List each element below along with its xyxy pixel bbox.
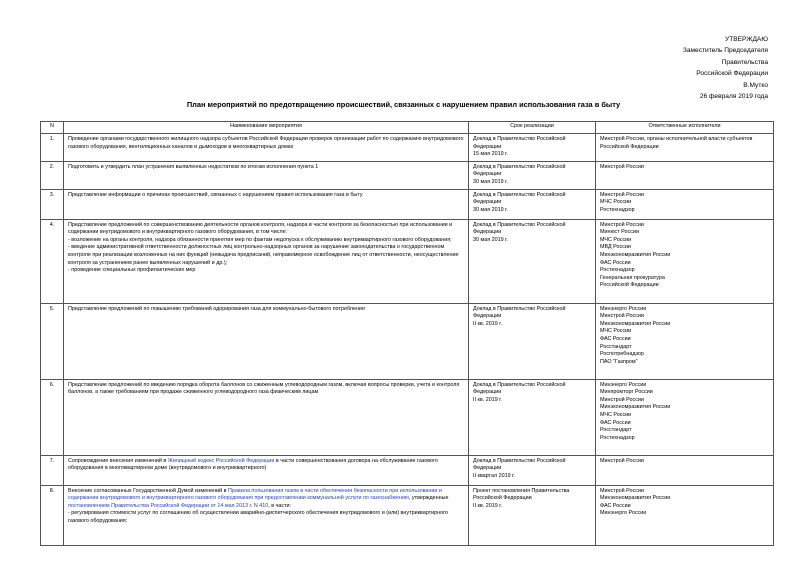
table-row — [41, 219, 774, 303]
row-name — [64, 485, 469, 545]
row-executors — [596, 161, 774, 189]
executor: МЧС России — [600, 236, 632, 243]
row-name-text: Проведение органами государственного жилищного надзора субъектов Российской Федерации проверок организации работ по содержанию внутридомового газового оборудования, вентиляционных каналов и дымоходов в многоквартирных домах — [68, 136, 464, 150]
row-name-text: , в части: — [268, 502, 292, 509]
row-term-text: Доклад в Правительство Российской Федерации — [473, 381, 566, 396]
row-executors — [596, 134, 774, 162]
executor: Минстрой России, органы исполнительной власти субъектов Российской Федерации — [600, 136, 753, 150]
row-term-text: Доклад в Правительство Российской Федерации — [473, 163, 566, 178]
executor: ФАС России — [600, 502, 631, 509]
table-row — [41, 485, 774, 545]
row-term-date: II кв. 2019 г. — [473, 396, 503, 403]
executor: Минэкономразвития России — [600, 495, 671, 502]
approval-signer: В.Мутко — [743, 81, 768, 89]
row-number: 1. — [41, 134, 64, 162]
row-executors — [596, 303, 774, 379]
executor: Минстрой России — [600, 396, 644, 403]
row-name — [64, 134, 469, 162]
row-name — [64, 189, 469, 219]
executor: Минстрой России — [600, 221, 644, 228]
row-term — [469, 189, 596, 219]
table-row — [41, 303, 774, 379]
executor: Ростехнадзор — [600, 434, 635, 441]
row-name-text: Представление предложений по повышению требований одорирования газа для коммунально-бытового потребления — [68, 305, 365, 312]
executor: ПАО "Газпром" — [600, 358, 638, 365]
row-name-text: - возложение на органы контроля, надзора обязанности принятия мер по фактам недопуска к обслуживанию внутриквартирного газового оборудования; — [68, 236, 452, 243]
executor: Минстрой России — [600, 163, 644, 170]
approval-position-cont: Правительства — [721, 58, 768, 66]
row-term — [469, 379, 596, 455]
executor: Минстрой России — [600, 487, 644, 494]
row-number: 7. — [41, 455, 64, 485]
executor: Минстрой России — [600, 313, 644, 320]
row-name-text: Сопровождение внесения изменений в — [68, 457, 168, 464]
executor: Минэкономразвития России — [600, 404, 671, 411]
executor: Минюст России — [600, 229, 639, 236]
row-term-date: II квартал 2019 г. — [473, 472, 515, 479]
row-number: 6. — [41, 379, 64, 455]
approval-org: Российской Федерации — [696, 70, 768, 78]
approval-stamp: УТВЕРЖДАЮ — [725, 36, 768, 43]
row-term-date: 15 мая 2019 г. — [473, 151, 508, 158]
executor: Минэнерго России — [600, 305, 647, 312]
executor: Росстандарт — [600, 343, 632, 350]
resolution-link[interactable]: постановлением Правительства Российской Федерации от 14 мая 2013 г. N 410 — [68, 502, 269, 509]
row-term-date: II кв. 2019 г. — [473, 320, 503, 327]
row-executors — [596, 455, 774, 485]
row-name — [64, 303, 469, 379]
row-name — [64, 219, 469, 303]
row-name — [64, 455, 469, 485]
approval-block — [683, 34, 768, 102]
row-term — [469, 485, 596, 545]
row-executors — [596, 379, 774, 455]
row-term-date: 30 мая 2019 г. — [473, 236, 508, 243]
row-number: 5. — [41, 303, 64, 379]
document-title: План мероприятий по предотвращению происшествий, связанных с нарушением правил использования газа в быту — [186, 100, 621, 109]
executor: ФАС России — [600, 259, 631, 266]
executor: МЧС России — [600, 328, 632, 335]
row-term-text: Проект постановления Правительства Российской Федерации — [473, 487, 570, 502]
row-name-text: - введение административной ответственности должностных лиц контрольно-надзорных органов за нарушение законодательства о государственном контроле при реализации возложенных на них функций (невыдача предписаний, неправомерное освобождение лиц от ответственности, неосуществление контроля за устранением ранее выявленных нарушений и др.); — [68, 244, 459, 266]
row-term-date: II кв. 2019 г. — [473, 502, 503, 509]
executor: ФАС России — [600, 335, 631, 342]
row-term-text: Доклад в Правительство Российской Федерации — [473, 136, 566, 150]
row-name-text: Представление информации о причинах происшествий, связанных с нарушением правил использования газа в быту — [68, 191, 363, 198]
executor: Генеральная прокуратура — [600, 274, 665, 281]
row-term — [469, 161, 596, 189]
executor: Ростехнадзор — [600, 206, 635, 213]
row-name-text: Подготовить и утвердить план устранения выявленных недостатков по итогам исполнения пункта 1 — [68, 163, 319, 170]
row-term-text: Доклад в Правительство Российской Федерации — [473, 305, 566, 320]
table-row — [41, 379, 774, 455]
table-header-row — [41, 122, 774, 134]
row-number: 8. — [41, 485, 64, 545]
row-term — [469, 303, 596, 379]
column-header-executors: Ответственные исполнители — [596, 122, 774, 134]
executor: Минстрой России — [600, 457, 644, 464]
row-name-text: - проведение специальных профилактических мер — [68, 267, 196, 274]
executor: МВД России — [600, 244, 631, 251]
executor: Росстандарт — [600, 427, 632, 434]
row-term-date: 30 мая 2019 г. — [473, 178, 508, 185]
row-number: 4. — [41, 219, 64, 303]
row-name-text: Представление предложений по совершенствованию деятельности органов контроля, надзора в части контроля за безопасностью при использовании и содержании внутридомового и внутриквартирного газового оборудования, в том числе: — [68, 221, 453, 236]
table-row — [41, 134, 774, 162]
row-term-text: Доклад в Правительство Российской Федерации — [473, 191, 566, 206]
executor: МЧС России — [600, 411, 632, 418]
executor: Минэкономразвития России — [600, 251, 671, 258]
executor: Минэнерго России — [600, 381, 647, 388]
table-row — [41, 161, 774, 189]
row-term-text: Доклад в Правительство Российской Федерации — [473, 221, 566, 236]
row-term-date: 30 мая 2019 г. — [473, 206, 508, 213]
executor: Российской Федерации — [600, 282, 659, 289]
executor: Минпромторг России — [600, 389, 653, 396]
row-term-text: Доклад в Правительство Российской Федерации — [473, 457, 566, 472]
executor: ФАС России — [600, 419, 631, 426]
column-header-name: Наименование мероприятия — [64, 122, 469, 134]
row-number: 3. — [41, 189, 64, 219]
plan-table — [40, 121, 774, 546]
executor: Ростехнадзор — [600, 267, 635, 274]
row-name-text: в части совершенствования договора на обслуживание газового оборудования в многоквартирном доме (внутридомового и внутриквартирного) — [68, 457, 438, 472]
gas-rules-link[interactable]: Правила пользования газом в части обеспечения безопасности при использовании и содержании внутридомового и внутриквартирного газового оборудования при предоставлении коммунальной услуги по газоснабжению — [68, 487, 442, 502]
row-name-text: - регулирования стоимости услуг по соглашению об осуществлении аварийно-диспетчерского обеспечения внутридомового и (или) внутриквартирного газового оборудования; — [68, 510, 448, 524]
row-executors — [596, 219, 774, 303]
row-name-text: Представление предложений по введению порядка оборота баллонов со сжиженным углеводородным газом, включая вопросы проверки, учета и контроля баллонов, а также требованиям при продаже сжиженного углеводородного газа физическим лицам — [68, 381, 460, 396]
table-row — [41, 455, 774, 485]
column-header-number: N — [41, 122, 64, 134]
row-name-text: , утвержденные — [408, 495, 449, 502]
row-term — [469, 134, 596, 162]
executor: МЧС России — [600, 199, 632, 206]
executor: Роспотребнадзор — [600, 351, 644, 358]
housing-code-link[interactable]: Жилищный кодекс Российской Федерации — [167, 457, 275, 464]
row-name — [64, 379, 469, 455]
row-term — [469, 455, 596, 485]
row-name — [64, 161, 469, 189]
row-term — [469, 219, 596, 303]
executor: Минэкономразвития России — [600, 320, 671, 327]
table-row — [41, 189, 774, 219]
approval-position: Заместитель Председателя — [682, 47, 768, 55]
column-header-term: Срок реализации — [469, 122, 596, 134]
row-executors — [596, 485, 774, 545]
row-executors — [596, 189, 774, 219]
approval-date: 26 февраля 2019 года — [699, 93, 768, 101]
row-name-text: Внесение согласованных Государственной Думой изменений в — [68, 487, 229, 494]
executor: Минэнерго России — [600, 510, 647, 517]
row-number: 2. — [41, 161, 64, 189]
executor: Минстрой России — [600, 191, 644, 198]
